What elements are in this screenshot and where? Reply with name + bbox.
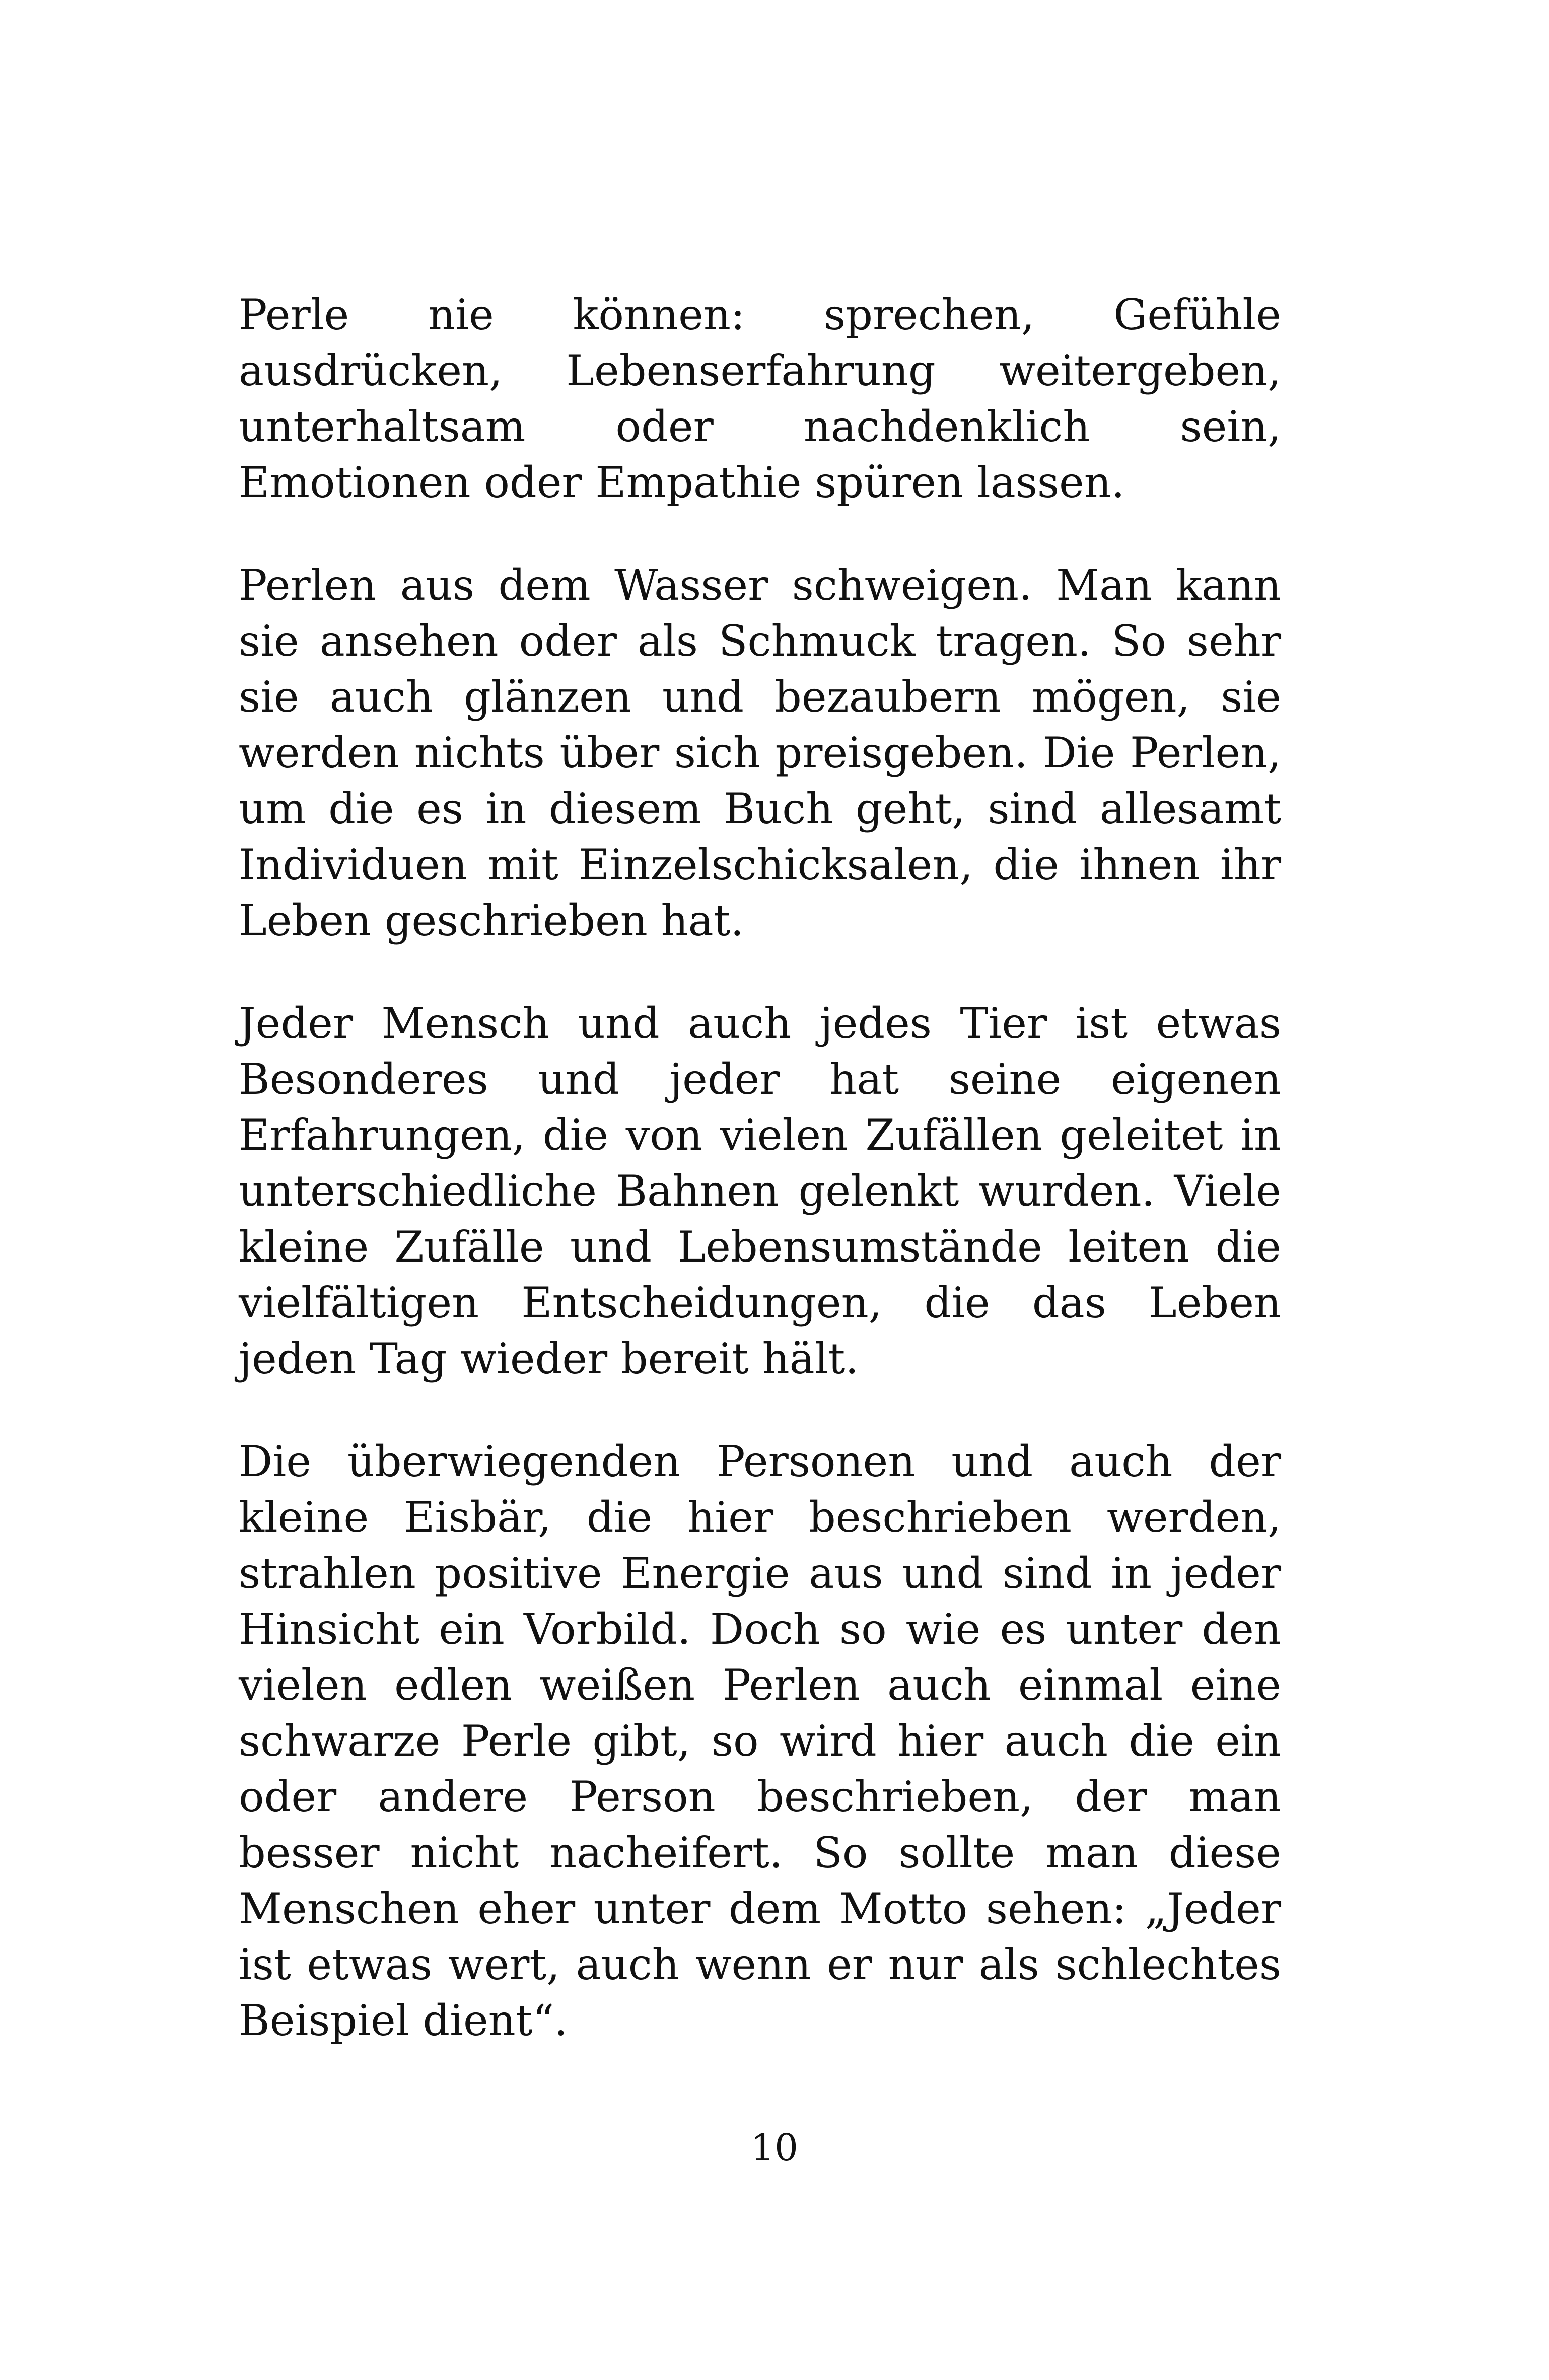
paragraph-4: Die überwiegenden Personen und auch der kleine Eisbär, die hier beschrieben werden, strahlen positive Energie aus und sind in jeder Hinsicht ein Vorbild. Doch so wie es unter den vielen edlen weißen Perlen auch einmal eine schwarze Perle gibt, so wird hier auch die ein oder andere Person beschrieben, der man besser nicht nacheifert. So sollte man diese Menschen eher unter dem Motto sehen: „Jeder ist etwas wert, auch wenn er nur als schlechtes Beispiel dient“. [239,1437,1281,2045]
paragraph-1: Perle nie können: sprechen, Gefühle ausdrücken, Lebenserfahrung weitergeben, unterhaltsam oder nachdenklich sein, Emotionen oder Empathie spüren lassen. [239,290,1281,507]
page-number: 10 [750,2126,799,2169]
body-text [239,287,1281,2095]
paragraph-3: Jeder Mensch und auch jedes Tier ist etwas Besonderes und jeder hat seine eigenen Erfahrungen, die von vielen Zufällen geleitet in unterschiedliche Bahnen gelenkt wurden. Viele kleine Zufälle und Lebensumstände leiten die vielfältigen Entscheidungen, die das Leben jeden Tag wieder bereit hält. [239,999,1281,1383]
paragraph-2: Perlen aus dem Wasser schweigen. Man kann sie ansehen oder als Schmuck tragen. So sehr sie auch glänzen und bezaubern mögen, sie werden nichts über sich preisgeben. Die Perlen, um die es in diesem Buch geht, sind allesamt Individuen mit Einzelschicksalen, die ihnen ihr Leben geschrieben hat. [239,561,1281,945]
